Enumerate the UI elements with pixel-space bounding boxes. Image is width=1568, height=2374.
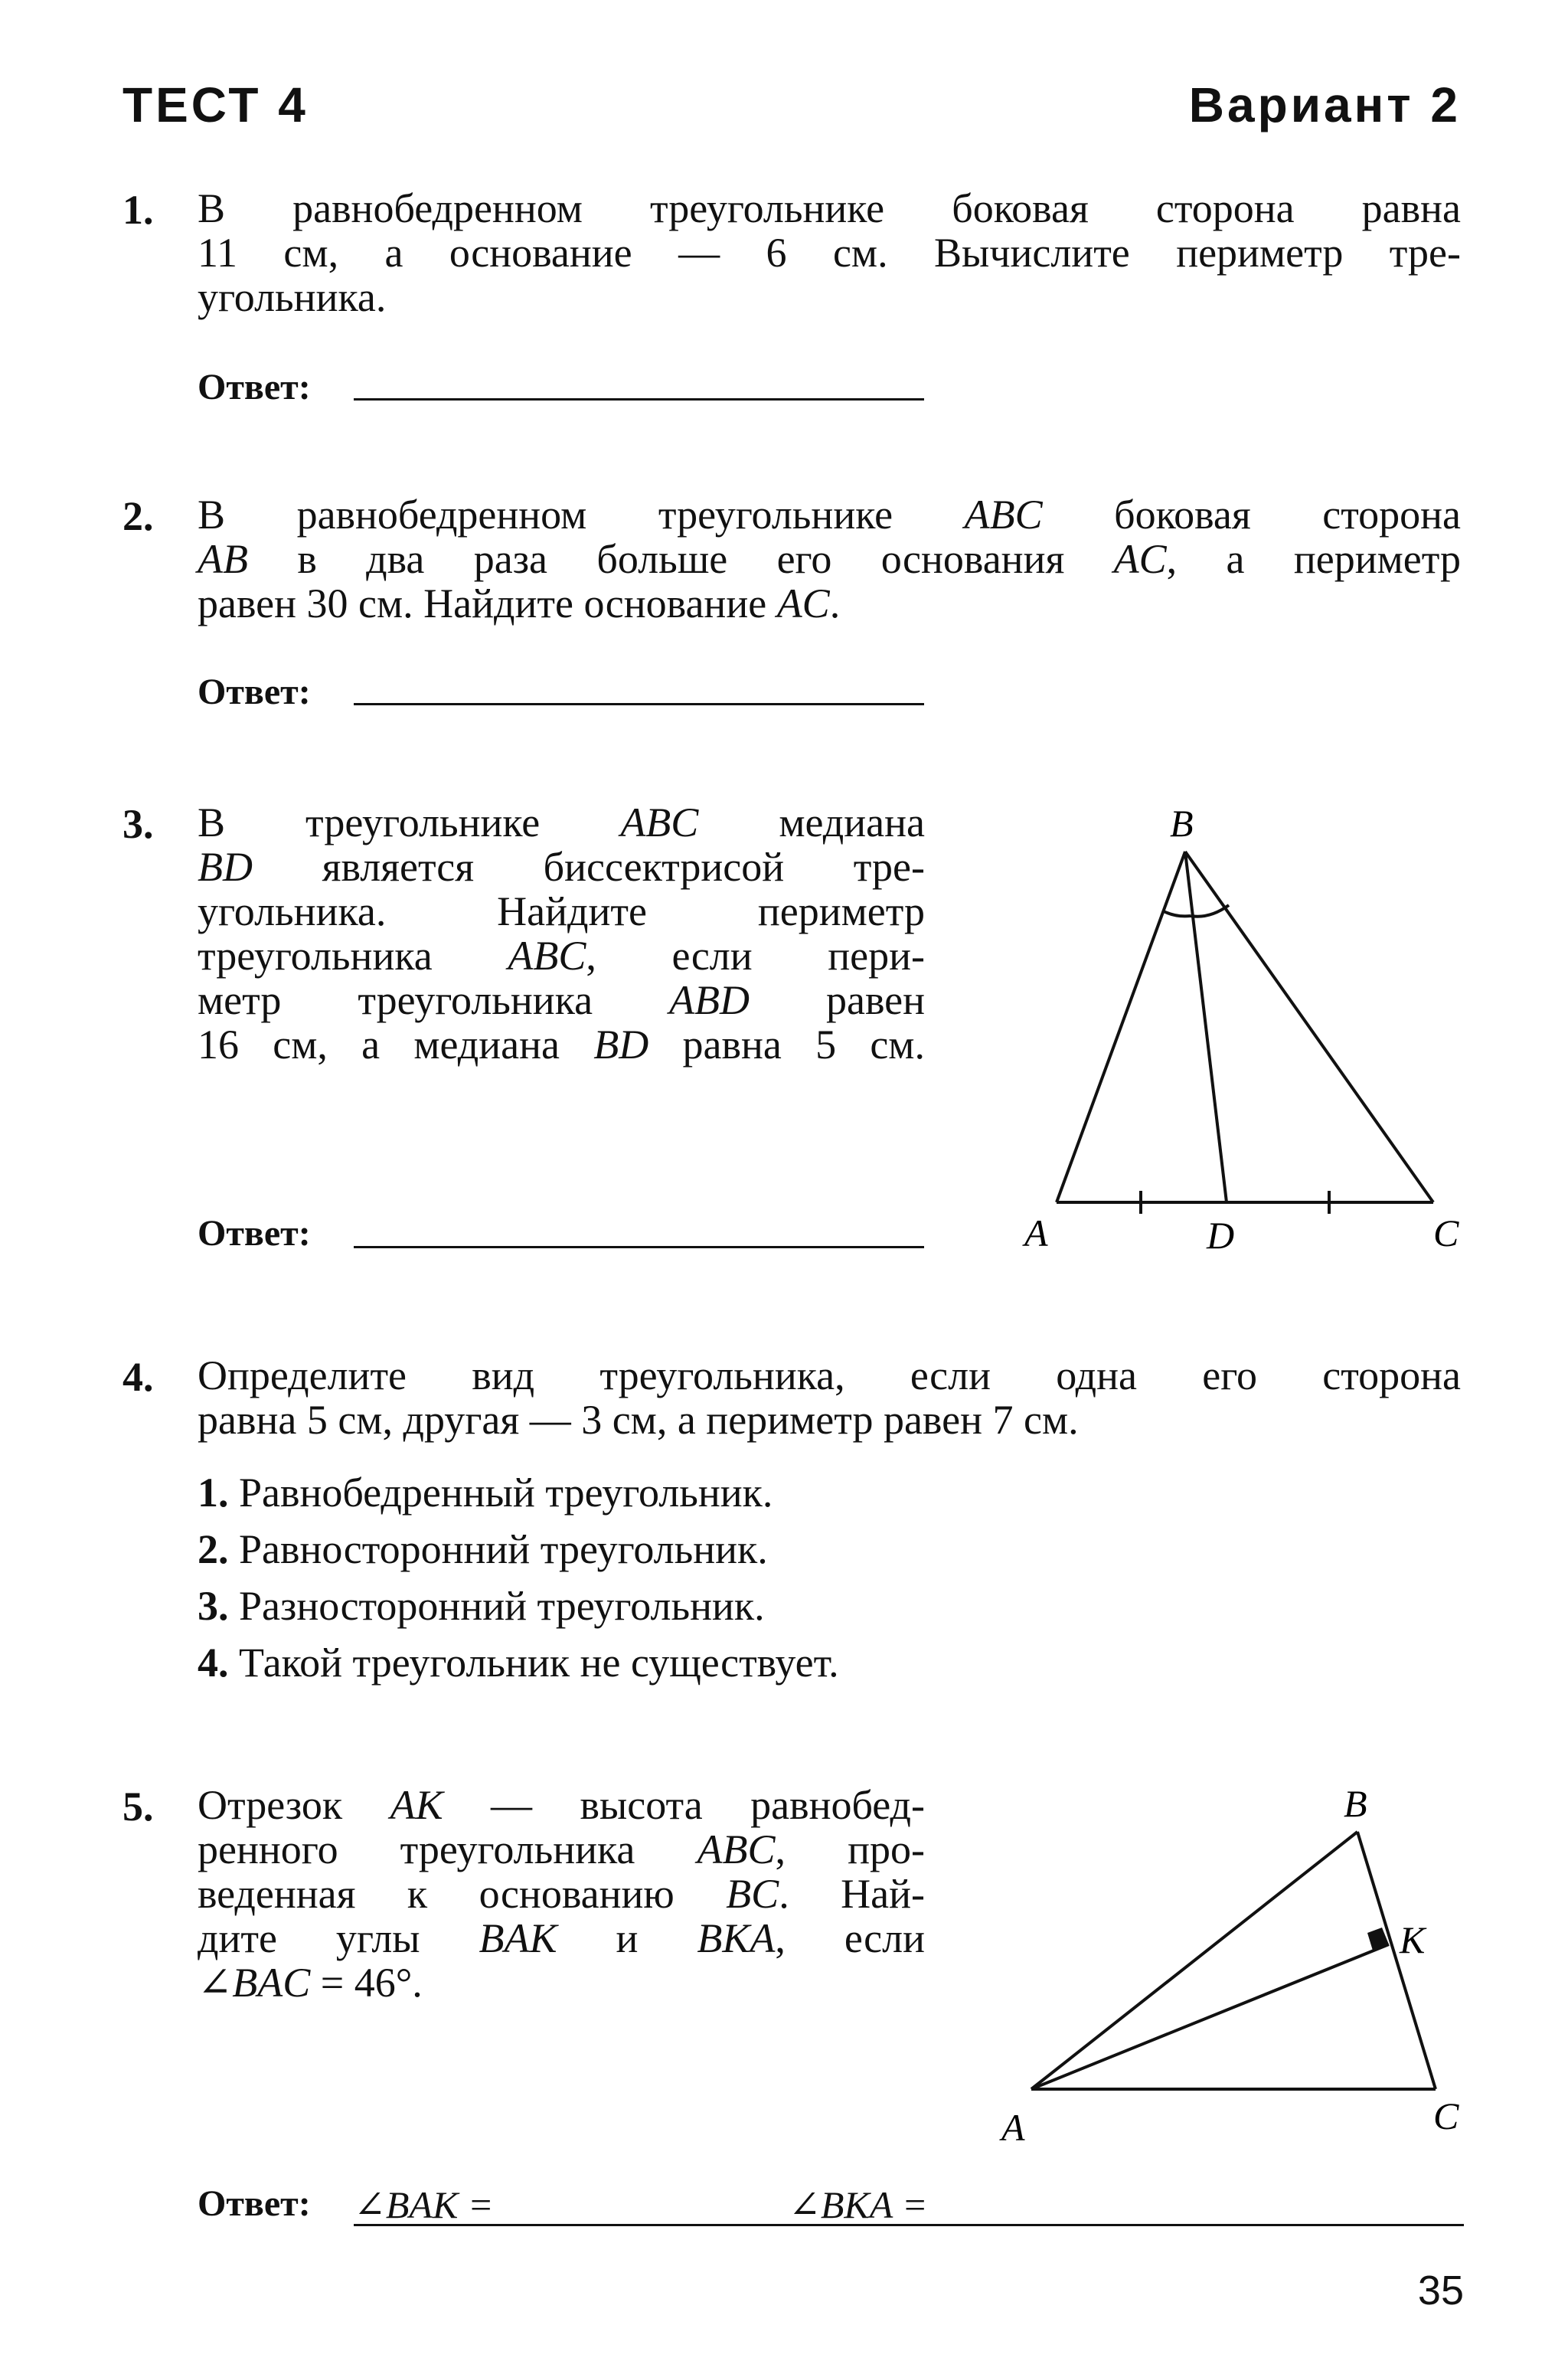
q5-label-k: K: [1400, 1918, 1426, 1961]
q4-options: [198, 1470, 839, 1697]
q3-triangle-figure: [995, 789, 1485, 1264]
q3-text: [198, 800, 925, 1067]
q2-answer-line[interactable]: [354, 703, 924, 705]
q5-answer-label: Ответ:: [198, 2183, 311, 2224]
q1-line-1: В равнобедренном треугольнике боковая сторона равна: [198, 185, 1461, 231]
q5-side-ab: [1031, 1832, 1357, 2089]
q5-line-3: веденная к основанию BC. Най-: [198, 1871, 925, 1917]
q2-text: [198, 492, 1461, 626]
test-title: ТЕСТ 4: [122, 77, 309, 132]
q1-number: 1.: [122, 187, 154, 233]
q4-text: [198, 1353, 1461, 1442]
q4-number: 4.: [122, 1354, 154, 1400]
q3-number: 3.: [122, 801, 154, 847]
q5-triangle-figure: [995, 1777, 1485, 2144]
q3-label-d: D: [1207, 1214, 1235, 1257]
q3-answer-line[interactable]: [354, 1246, 924, 1248]
q5-altitude-ak: [1031, 1944, 1389, 2089]
q3-label-a: A: [1024, 1212, 1048, 1254]
q5-line-2: ренного треугольника ABC, про-: [198, 1826, 925, 1872]
q5-answer-bka-label: ∠BKA =: [789, 2183, 928, 2226]
q5-line-1: Отрезок AK — высота равнобед-: [198, 1782, 925, 1828]
q1-answer-line[interactable]: [354, 398, 924, 401]
q5-answer-line[interactable]: [354, 2224, 1464, 2226]
q5-text: [198, 1783, 925, 2005]
q4-option-4[interactable]: 4. Такой треугольник не существует.: [198, 1640, 839, 1686]
q3-line-5: метр треугольника ABD равен: [198, 977, 925, 1023]
q5-label-c: C: [1433, 2094, 1459, 2137]
q2-line-3: равен 30 см. Найдите основание AC.: [198, 580, 841, 626]
q4-line-1: Определите вид треугольника, если одна его сторона: [198, 1352, 1461, 1398]
q3-answer-label: Ответ:: [198, 1213, 311, 1254]
q1-text: [198, 186, 1461, 319]
q2-line-2: AB в два раза больше его основания AC, а периметр: [198, 536, 1461, 582]
q3-side-ab: [1057, 852, 1185, 1202]
q3-label-b: B: [1170, 802, 1194, 845]
page-number: 35: [1417, 2268, 1464, 2314]
q3-angle-arc-left: [1164, 911, 1191, 916]
q5-line-4: дите углы BAK и BKA, если: [198, 1915, 925, 1961]
q4-option-3[interactable]: 3. Разносторонний треугольник.: [198, 1583, 765, 1629]
q5-label-a: A: [1001, 2106, 1025, 2144]
variant-title: Вариант 2: [1188, 77, 1461, 132]
q4-option-2[interactable]: 2. Равносторонний треугольник.: [198, 1526, 768, 1572]
q3-median-bd: [1185, 852, 1227, 1202]
q4-option-1[interactable]: 1. Равнобедренный треугольник.: [198, 1470, 773, 1516]
q2-number: 2.: [122, 493, 154, 539]
q2-line-1: В равнобедренном треугольнике ABC боковая сторона: [198, 492, 1461, 538]
q5-line-5: ∠BAC = 46°.: [198, 1960, 423, 2006]
q2-answer-label: Ответ:: [198, 672, 311, 712]
q3-line-2: BD является биссектрисой тре-: [198, 844, 925, 890]
q1-line-2: 11 см, а основание — 6 см. Вычислите периметр тре-: [198, 230, 1461, 276]
q3-line-3: угольника. Найдите периметр: [198, 888, 925, 934]
q3-side-bc: [1185, 852, 1433, 1202]
q3-label-c: C: [1433, 1212, 1459, 1254]
q5-label-b: B: [1344, 1782, 1367, 1825]
q4-line-2: равна 5 см, другая — 3 см, а периметр равен 7 см.: [198, 1397, 1079, 1443]
q3-line-1: В треугольнике ABC медиана: [198, 800, 925, 845]
q1-answer-label: Ответ:: [198, 367, 311, 407]
q3-line-6: 16 см, а медиана BD равна 5 см.: [198, 1022, 925, 1068]
q5-answer-bak-label: ∠BAK =: [354, 2183, 494, 2226]
q3-line-4: треугольника ABC, если пери-: [198, 933, 926, 979]
q5-number: 5.: [122, 1784, 154, 1830]
q1-line-3: угольника.: [198, 274, 387, 320]
